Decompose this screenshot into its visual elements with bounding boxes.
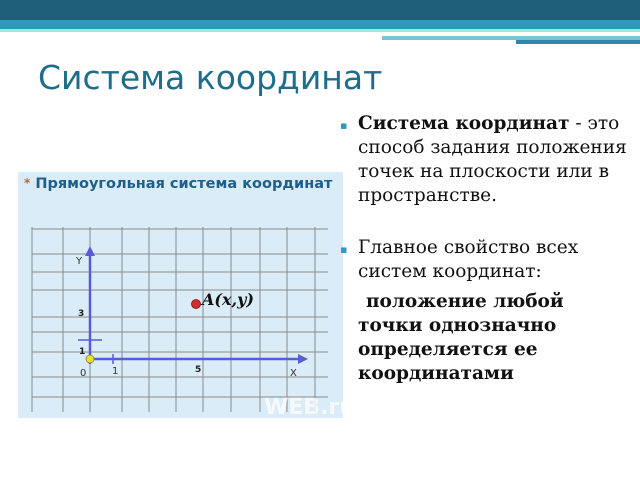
y-tick-3-label: 3 xyxy=(78,309,85,319)
property-statement-text: положение любой точки однозначно определяется ее координатами xyxy=(358,291,564,384)
point-a-label: A(x,y) xyxy=(202,290,254,309)
bullet-marker-icon: ▪ xyxy=(340,243,348,256)
top-decor-band xyxy=(0,0,640,20)
point-a-marker xyxy=(192,300,201,309)
x-axis-arrow-icon xyxy=(298,354,308,364)
y-axis-arrow-icon xyxy=(85,246,95,256)
x-tick-1-label: 1 xyxy=(112,366,119,377)
coordinate-plane xyxy=(18,172,355,420)
origin-point-marker xyxy=(86,355,94,363)
figure-header-text: Прямоугольная система координат xyxy=(35,176,333,192)
definition-term: Система координат xyxy=(358,113,570,134)
y-axis-label: Y xyxy=(76,256,83,267)
asterisk-icon: * xyxy=(24,176,31,190)
accent-bar-dark xyxy=(516,40,640,44)
grid xyxy=(32,227,328,412)
bullet-main-property xyxy=(340,236,632,284)
x-tick-5-label: 5 xyxy=(195,365,202,375)
bullet-marker-icon: ▪ xyxy=(340,119,348,132)
x-axis-label: X xyxy=(290,368,297,379)
main-property-text: Главное свойство всех систем координат: xyxy=(358,237,579,282)
top-decor-band-light xyxy=(0,20,640,29)
property-statement xyxy=(340,290,632,386)
figure-header xyxy=(24,176,332,192)
content-text xyxy=(340,112,632,386)
watermark: WEB.ru xyxy=(264,395,355,420)
coordinate-figure xyxy=(18,172,355,420)
slide-title: Система координат xyxy=(38,58,383,97)
definition-text: - это способ задания положения точек на плоскости или в пространстве. xyxy=(358,113,627,206)
y-tick-1-label: 1 xyxy=(79,347,86,357)
origin-label: 0 xyxy=(80,368,87,379)
bullet-definition xyxy=(340,112,632,208)
top-decor-band-thin xyxy=(0,29,640,32)
